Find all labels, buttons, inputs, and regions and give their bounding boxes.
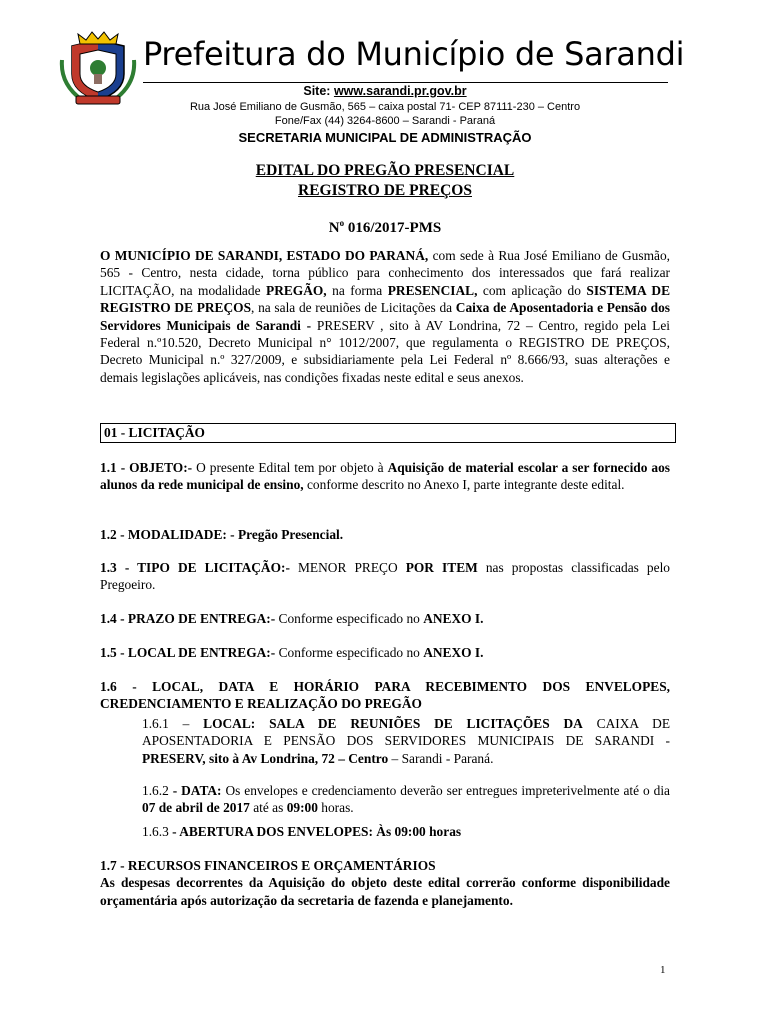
clause-1-6-1-bold-1: LOCAL: SALA DE REUNIÕES DE LICITAÇÕES DA [203, 716, 583, 731]
clause-1-6-1 [142, 715, 670, 767]
clause-1-4-text: Conforme especificado no [275, 611, 424, 626]
clause-1-5 [100, 644, 670, 661]
clause-1-1-text-2: conforme descrito no Anexo I, parte integrante deste edital. [303, 477, 625, 493]
header-divider [143, 82, 668, 83]
clause-1-6-2-label: - DATA: [172, 783, 222, 798]
clause-1-7-label: 1.7 - RECURSOS FINANCEIROS E ORÇAMENTÁRIOS [100, 858, 436, 873]
section-heading-box [100, 423, 676, 443]
clause-1-6-1-bold-2: PRESERV, sito à Av Londrina, 72 – Centro [142, 750, 389, 766]
clause-1-6-1-text-1: CAIXA DE APOSENTADORIA E PENSÃO DOS SERVIDORES MUNICIPAIS DE SARANDI - [142, 716, 671, 749]
number-superscript: o [339, 218, 345, 228]
clause-1-5-annex: ANEXO I. [423, 645, 484, 660]
intro-bold-2: PREGÃO, [266, 282, 327, 298]
clause-1-1-label: 1.1 - OBJETO:- [100, 460, 193, 475]
clause-1-3-text-2: nas propostas classificadas pelo Pregoeiro. [100, 560, 670, 593]
municipality-title: Prefeitura do Município de Sarandi [143, 35, 685, 73]
clause-1-6-2-number: 1.6.2 [142, 783, 173, 798]
clause-1-4-label: 1.4 - PRAZO DE ENTREGA:- [100, 611, 276, 626]
clause-1-1 [100, 459, 670, 494]
clause-1-3-bold: POR ITEM [405, 560, 478, 575]
clause-1-6-3-label: - ABERTURA DOS ENVELOPES: Às 09:00 horas [172, 824, 462, 839]
intro-bold-3: PRESENCIAL, [387, 282, 478, 298]
clause-1-2 [100, 526, 670, 543]
section-heading: 01 - LICITAÇÃO [104, 425, 205, 440]
intro-text-3: com aplicação do [477, 282, 587, 298]
clause-1-5-label: 1.5 - LOCAL DE ENTREGA:- [100, 645, 276, 660]
clause-1-3-text-1: MENOR PREÇO [289, 560, 406, 575]
clause-1-6-1-text-2: – Sarandi - Paraná. [388, 750, 494, 766]
address-line-2: Fone/Fax (44) 3264-8600 – Sarandi - Paraná [274, 115, 496, 127]
clause-1-1-bold: Aquisição de material escolar a ser fornecido aos alunos da rede municipal de ensino, [100, 460, 671, 493]
secretaria-heading: SECRETARIA MUNICIPAL DE ADMINISTRAÇÃO [238, 130, 532, 145]
intro-text-4: , na sala de reuniões de Licitações da [251, 300, 456, 316]
intro-paragraph [100, 247, 670, 386]
page-number: 1 [660, 964, 666, 976]
document-number [0, 218, 770, 237]
clause-1-6-2-date: 07 de abril de 2017 [142, 800, 250, 816]
clause-1-3-label: 1.3 - TIPO DE LICITAÇÃO:- [100, 560, 290, 575]
number-prefix: N [328, 220, 340, 236]
site-link[interactable]: www.sarandi.pr.gov.br [333, 84, 467, 98]
number-value: 016/2017-PMS [344, 220, 442, 236]
address-line-1: Rua José Emiliano de Gusmão, 565 – caixa postal 71- CEP 87111-230 – Centro [189, 101, 581, 113]
document-subtitle: REGISTRO DE PREÇOS [298, 182, 472, 199]
clause-1-4-annex: ANEXO I. [423, 611, 484, 626]
clause-1-6-2-text-2: até as [249, 800, 287, 816]
clause-1-6 [100, 678, 670, 713]
document-title: EDITAL DO PREGÃO PRESENCIAL [255, 162, 515, 179]
clause-1-7-text: As despesas decorrentes da Aquisição do objeto deste edital correrão conforme disponibilidade orçamentária após autorização da secretaria de fazenda e planejamento. [100, 875, 670, 908]
clause-1-4 [100, 610, 670, 627]
clause-1-6-3 [142, 823, 670, 840]
intro-text-5: PRESERV , sito à AV Londrina, 72 – Centro, regido pela Lei Federal n.º10.520, Decreto Municipal n° 1012/2007, que regulamenta o REGISTRO DE PREÇOS, Decreto Municipal n.º 327/2009, e subsidiariamente pela Lei Federal nº 8.666/93, suas alterações e demais legislações aplicáveis, nas condições fixadas neste edital e seus anexos. [100, 317, 670, 385]
intro-bold-1: O MUNICÍPIO DE SARANDI, ESTADO DO PARANÁ, [100, 248, 429, 263]
clause-1-6-2-time: 09:00 [286, 800, 318, 816]
site-label: Site: [303, 84, 334, 98]
clause-1-5-text: Conforme especificado no [275, 645, 424, 660]
intro-bold-5: Caixa de Aposentadoria e Pensão dos Servidores Municipais de Sarandi - [100, 300, 670, 333]
intro-bold-4: SISTEMA DE REGISTRO DE PREÇOS [100, 282, 671, 316]
site-line [0, 84, 770, 98]
clause-1-2-label: 1.2 - MODALIDADE: - Pregão Presencial. [100, 527, 344, 542]
clause-1-6-3-number: 1.6.3 [142, 824, 173, 839]
intro-text-1: com sede à Rua José Emiliano de Gusmão, 565 - Centro, nesta cidade, torna público para conhecimento dos interessados que fará realizar LICITAÇÃO, na modalidade [100, 248, 670, 298]
clause-1-6-label: 1.6 - LOCAL, DATA E HORÁRIO PARA RECEBIMENTO DOS ENVELOPES, CREDENCIAMENTO E REALIZAÇÃO DO PREGÃO [100, 679, 670, 712]
clause-1-6-2-text-3: horas. [317, 800, 354, 816]
clause-1-3 [100, 559, 670, 594]
clause-1-7 [100, 857, 670, 909]
clause-1-6-2-text-1: Os envelopes e credenciamento deverão ser entregues impreterivelmente até o dia [221, 783, 670, 798]
clause-1-1-text-1: O presente Edital tem por objeto à [192, 460, 388, 475]
clause-1-6-2 [142, 782, 670, 817]
clause-1-6-1-number: 1.6.1 – [142, 716, 204, 731]
intro-text-2: na forma [326, 282, 388, 298]
